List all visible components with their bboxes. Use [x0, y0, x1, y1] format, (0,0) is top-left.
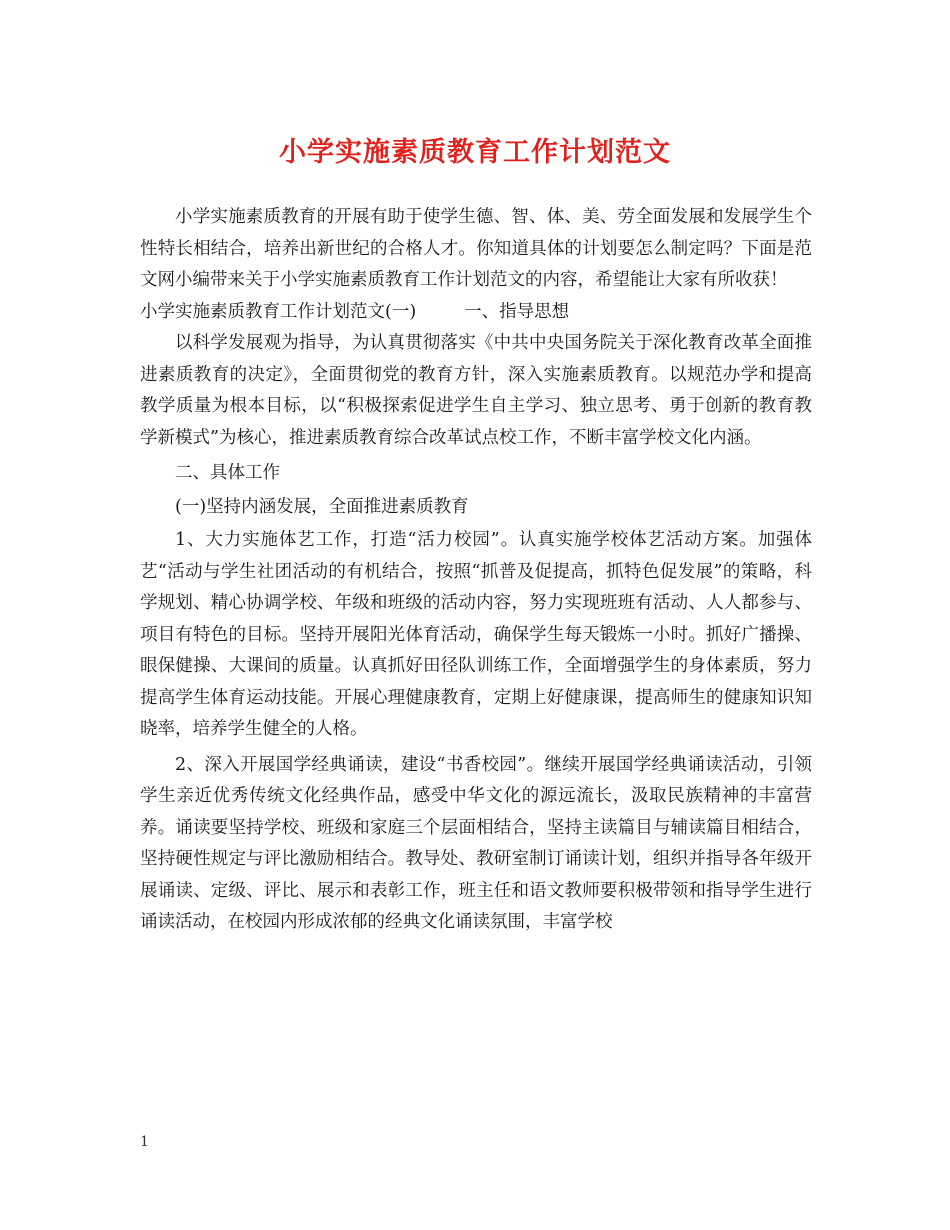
item2-paragraph: 2、深入开展国学经典诵读，建设“书香校园”。继续开展国学经典诵读活动，引领学生亲近优秀传统文化经典作品，感受中华文化的源远流长，汲取民族精神的丰富营养。诵读要坚持学校、班级和家庭三个层面相结合，坚持主读篇目与辅读篇目相结合，坚持硬性规定与评比激励相结合。教导处、教研室制订诵读计划，组织并指导各年级开展诵读、定级、评比、展示和表彰工作，班主任和语文教师要积极带领和指导学生进行诵读活动，在校园内形成浓郁的经典文化诵读氛围，丰富学校: [140, 754, 812, 932]
item1-paragraph: 1、大力实施体艺工作，打造“活力校园”。认真实施学校体艺活动方案。加强体艺“活动与学生社团活动的有机结合，按照“抓普及促提高，抓特色促发展”的策略，科学规划、精心协调学校、年级和班级的活动内容，努力实现班班有活动、人人都参与、项目有特色的目标。坚持开展阳光体育活动，确保学生每天锻炼一小时。抓好广播操、眼保健操、大课间的质量。认真抓好田径队训练工作，全面增强学生的身体素质，努力提高学生体育运动技能。开展心理健康教育，定期上好健康课，提高师生的健康知识知晓率，培养学生健全的人格。: [140, 530, 812, 739]
section1-paragraph: 以科学发展观为指导，为认真贯彻落实《中共中央国务院关于深化教育改革全面推进素质教育的决定》，全面贯彻党的教育方针，深入实施素质教育。以规范办学和提高教学质量为根本目标，以“积极探索促进学生自主学习、独立思考、勇于创新的教育教学新模式”为核心，推进素质教育综合改革试点校工作，不断丰富学校文化内涵。: [140, 333, 812, 448]
intro-paragraph: 小学实施素质教育的开展有助于使学生德、智、体、美、劳全面发展和发展学生个性特长相结合，培养出新世纪的合格人才。你知道具体的计划要怎么制定吗？下面是范文网小编带来关于小学实施素质教育工作计划范文的内容，希望能让大家有所收获！: [140, 207, 812, 290]
document-body: [140, 202, 812, 939]
section1-heading: 一、指导思想: [464, 301, 570, 322]
subheading-line: [140, 297, 812, 329]
plan-subheading: 小学实施素质教育工作计划范文(一): [140, 301, 417, 322]
page-number: 1: [140, 1134, 149, 1150]
section2-heading: 二、具体工作: [175, 463, 280, 483]
document-title: 小学实施素质教育工作计划范文: [279, 137, 671, 168]
sub1-heading: (一)坚持内涵发展，全面推进素质教育: [175, 496, 469, 517]
